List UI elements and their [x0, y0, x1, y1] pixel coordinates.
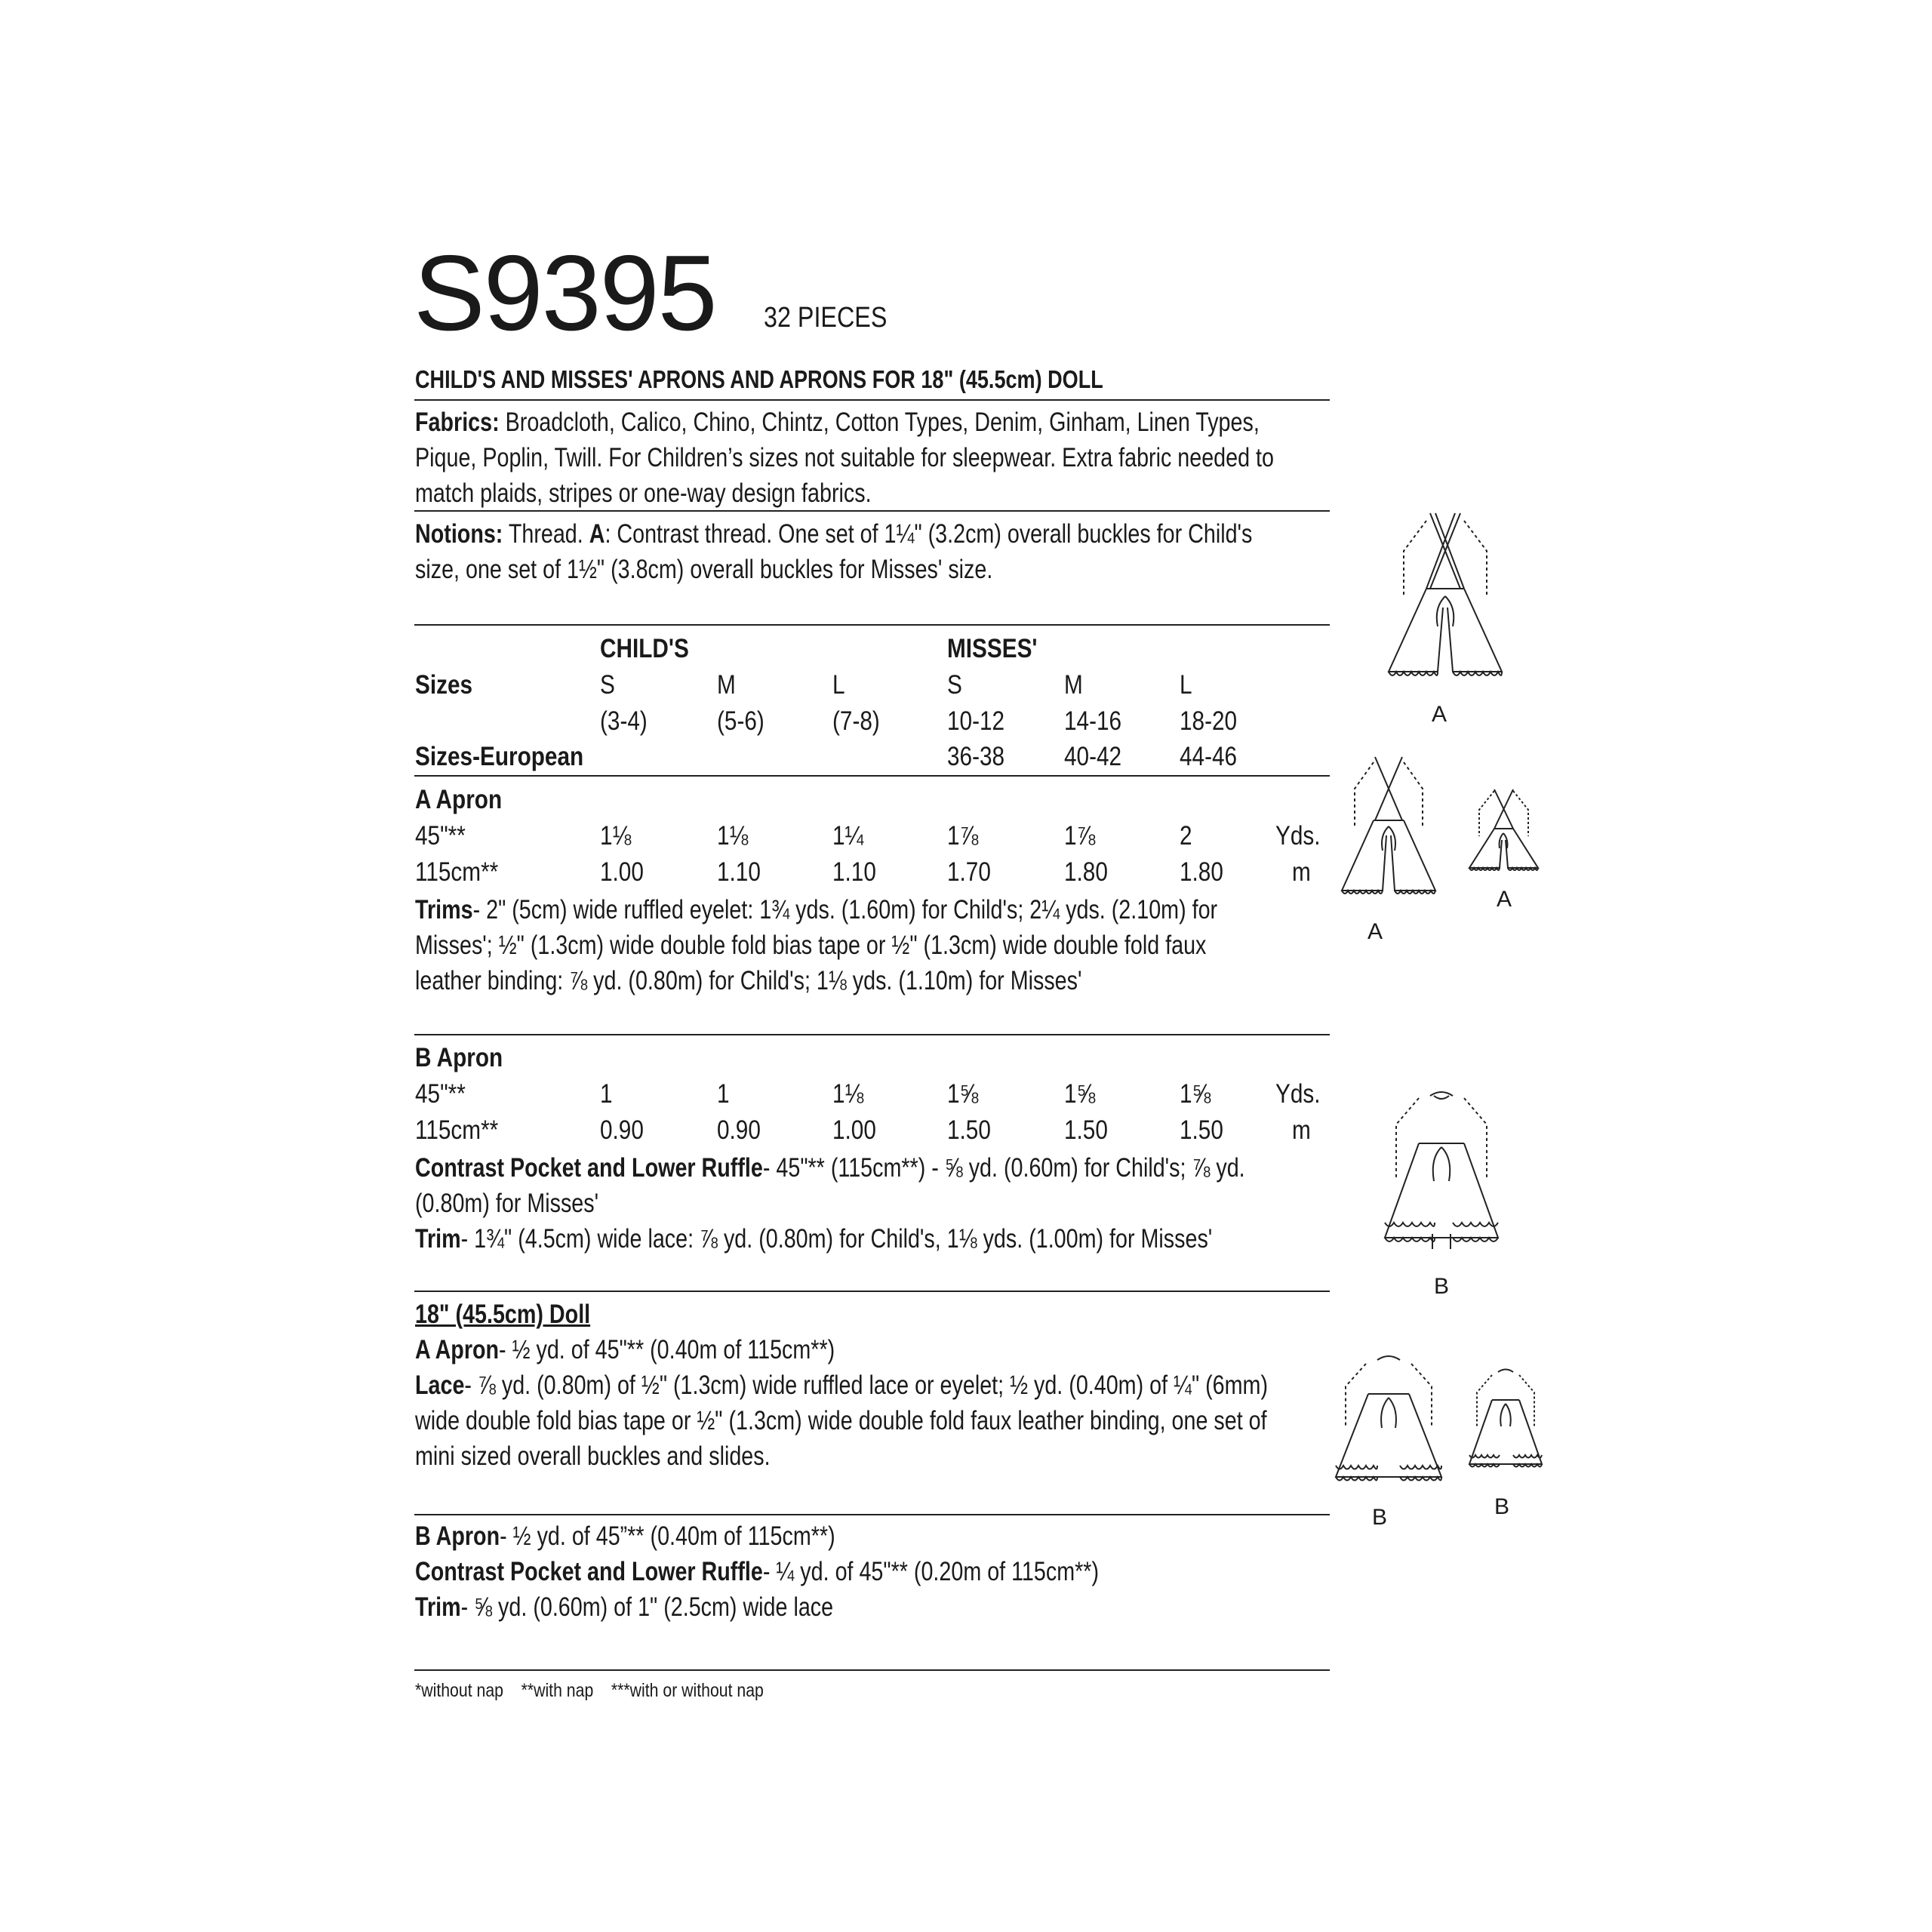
unit-cell: Yds.	[1275, 1079, 1321, 1109]
sizes-european-label: Sizes-European	[415, 742, 584, 771]
yardage-cell: 1	[717, 1079, 730, 1109]
apron-a-heading: A Apron	[415, 785, 503, 814]
doll-lace-line: wide double fold bias tape or ½" (1.3cm) wide double fold faux leather binding, one set of	[415, 1406, 1267, 1435]
size-cell: L	[832, 670, 845, 700]
trims-line: leather binding: ⅞ yd. (0.80m) for Child's; 1⅛ yds. (1.10m) for Misses'	[415, 966, 1082, 995]
yardage-cell: 1⅛	[832, 1079, 864, 1109]
notions-line: size, one set of 1½" (3.8cm) overall buckles for Misses' size.	[415, 555, 993, 584]
doll-b-section	[415, 1518, 1099, 1625]
trims-text: - 2" (5cm) wide ruffled eyelet: 1¾ yds. (1.60m) for Child's; 2¼ yds. (2.10m) for	[472, 895, 1218, 924]
yardage-cell: 1⅛	[600, 821, 632, 851]
divider	[414, 510, 1330, 512]
european-size-cell: 36-38	[947, 742, 1005, 771]
apron-a-trims	[415, 892, 1217, 998]
divider	[414, 1291, 1330, 1292]
divider	[414, 1034, 1330, 1035]
doll-contrast-label: Contrast Pocket and Lower Ruffle	[415, 1557, 763, 1586]
doll-a-label: A Apron	[415, 1335, 500, 1364]
yardage-cell: 1¼	[832, 821, 864, 851]
doll-section	[415, 1297, 1268, 1474]
fabrics-label: Fabrics:	[415, 408, 500, 437]
size-range-cell: (3-4)	[600, 706, 648, 736]
yardage-cell: 1.10	[717, 857, 761, 887]
size-cell: M	[717, 670, 736, 700]
doll-lace-line: mini sized overall buckles and slides.	[415, 1441, 771, 1471]
yardage-cell: 1⅝	[947, 1079, 979, 1109]
fabrics-section	[415, 405, 1274, 511]
yardage-cell: 1⅝	[1064, 1079, 1096, 1109]
yardage-cell: 0.90	[600, 1115, 644, 1145]
trim-label: Trim	[415, 1224, 461, 1254]
yardage-row-label: 45"**	[415, 821, 466, 851]
yardage-cell: 1.80	[1064, 857, 1108, 887]
apron-b-drawing	[1324, 1352, 1453, 1503]
yardage-cell: 1.00	[832, 1115, 876, 1145]
trim-text: - 1¾" (4.5cm) wide lace: ⅞ yd. (0.80m) for Child's, 1⅛ yds. (1.00m) for Misses'	[460, 1224, 1213, 1254]
pattern-number: S9395	[414, 233, 716, 353]
fabrics-line: Broadcloth, Calico, Chino, Chintz, Cotton Types, Denim, Ginham, Linen Types,	[505, 408, 1260, 437]
yardage-cell: 2	[1180, 821, 1192, 851]
view-label: B	[1372, 1505, 1388, 1530]
view-label: A	[1497, 887, 1512, 912]
notions-section	[415, 516, 1252, 587]
yardage-cell: 1.00	[600, 857, 644, 887]
view-label: A	[1432, 702, 1447, 727]
apron-a-drawing	[1374, 506, 1517, 694]
view-label: A	[1367, 919, 1383, 944]
doll-a-text: - ½ yd. of 45"** (0.40m of 115cm**)	[499, 1335, 835, 1364]
view-a-marker: A	[589, 519, 605, 549]
divider	[414, 775, 1330, 777]
sizes-label: Sizes	[415, 670, 473, 700]
doll-trim-label: Trim	[415, 1592, 461, 1622]
yardage-cell: 1⅞	[1064, 821, 1096, 851]
apron-b-drawing	[1374, 1087, 1509, 1264]
unit-cell: m	[1292, 1115, 1311, 1145]
yardage-cell: 1.80	[1180, 857, 1223, 887]
notions-label: Notions:	[415, 519, 503, 549]
divider	[414, 1669, 1330, 1671]
doll-trim-text: - ⅝ yd. (0.60m) of 1" (2.5cm) wide lace	[460, 1592, 834, 1622]
size-cell: M	[1064, 670, 1083, 700]
fabrics-line: Pique, Poplin, Twill. For Children’s sizes not suitable for sleepwear. Extra fabric needed to	[415, 443, 1274, 472]
yardage-cell: 1	[600, 1079, 613, 1109]
pattern-title: CHILD'S AND MISSES' APRONS AND APRONS FOR 18" (45.5cm) DOLL	[415, 365, 1103, 393]
apron-b-heading: B Apron	[415, 1043, 503, 1072]
unit-cell: Yds.	[1275, 821, 1321, 851]
size-range-cell: (7-8)	[832, 706, 880, 736]
yardage-cell: 1.10	[832, 857, 876, 887]
yardage-cell: 1.50	[1064, 1115, 1108, 1145]
unit-cell: m	[1292, 857, 1311, 887]
yardage-row-label: 115cm**	[415, 1115, 499, 1145]
yardage-row-label: 115cm**	[415, 857, 499, 887]
contrast-text: - 45"** (115cm**) - ⅝ yd. (0.60m) for Child's; ⅞ yd.	[762, 1153, 1245, 1183]
european-size-cell: 40-42	[1064, 742, 1122, 771]
apron-a-doll-drawing	[1460, 783, 1547, 881]
doll-lace-text: - ⅞ yd. (0.80m) of ½" (1.3cm) wide ruffled lace or eyelet; ½ yd. (0.40m) of ¼" (6mm)	[464, 1371, 1269, 1400]
size-range-cell: 14-16	[1064, 706, 1122, 736]
yardage-cell: 0.90	[717, 1115, 761, 1145]
childs-header: CHILD'S	[600, 634, 689, 663]
yardage-cell: 1.50	[947, 1115, 991, 1145]
size-cell: S	[947, 670, 962, 700]
doll-heading: 18" (45.5cm) Doll	[415, 1300, 591, 1329]
divider	[414, 624, 1330, 626]
yardage-cell: 1.50	[1180, 1115, 1223, 1145]
nap-footnote: *without nap **with nap ***with or without nap	[415, 1680, 764, 1701]
apron-b-doll-drawing	[1460, 1366, 1551, 1487]
yardage-cell: 1⅛	[717, 821, 749, 851]
size-cell: L	[1180, 670, 1192, 700]
trims-line: Misses'; ½" (1.3cm) wide double fold bias tape or ½" (1.3cm) wide double fold faux	[415, 931, 1207, 960]
size-range-cell: 18-20	[1180, 706, 1238, 736]
apron-b-contrast	[415, 1150, 1245, 1257]
notions-text: : Contrast thread. One set of 1¼" (3.2cm) overall buckles for Child's	[605, 519, 1253, 549]
yardage-cell: 1⅝	[1180, 1079, 1211, 1109]
european-size-cell: 44-46	[1180, 742, 1238, 771]
doll-contrast-text: - ¼ yd. of 45"** (0.20m of 115cm**)	[762, 1557, 1100, 1586]
doll-lace-label: Lace	[415, 1371, 465, 1400]
yardage-cell: 1⅞	[947, 821, 979, 851]
fabrics-line: match plaids, stripes or one-way design fabrics.	[415, 478, 872, 508]
size-cell: S	[600, 670, 615, 700]
size-range-cell: 10-12	[947, 706, 1005, 736]
doll-b-text: - ½ yd. of 45”** (0.40m of 115cm**)	[500, 1521, 835, 1551]
view-label: B	[1494, 1494, 1510, 1519]
pieces-count: 32 PIECES	[764, 302, 888, 334]
divider	[414, 399, 1330, 401]
apron-a-drawing	[1328, 751, 1449, 909]
trims-label: Trims	[415, 895, 473, 924]
contrast-label: Contrast Pocket and Lower Ruffle	[415, 1153, 763, 1183]
divider	[414, 1514, 1330, 1515]
doll-b-label: B Apron	[415, 1521, 500, 1551]
size-range-cell: (5-6)	[717, 706, 764, 736]
contrast-line: (0.80m) for Misses'	[415, 1189, 599, 1218]
yardage-cell: 1.70	[947, 857, 991, 887]
notions-text: Thread.	[508, 519, 589, 549]
yardage-row-label: 45"**	[415, 1079, 466, 1109]
misses-header: MISSES'	[947, 634, 1038, 663]
view-label: B	[1434, 1274, 1450, 1299]
